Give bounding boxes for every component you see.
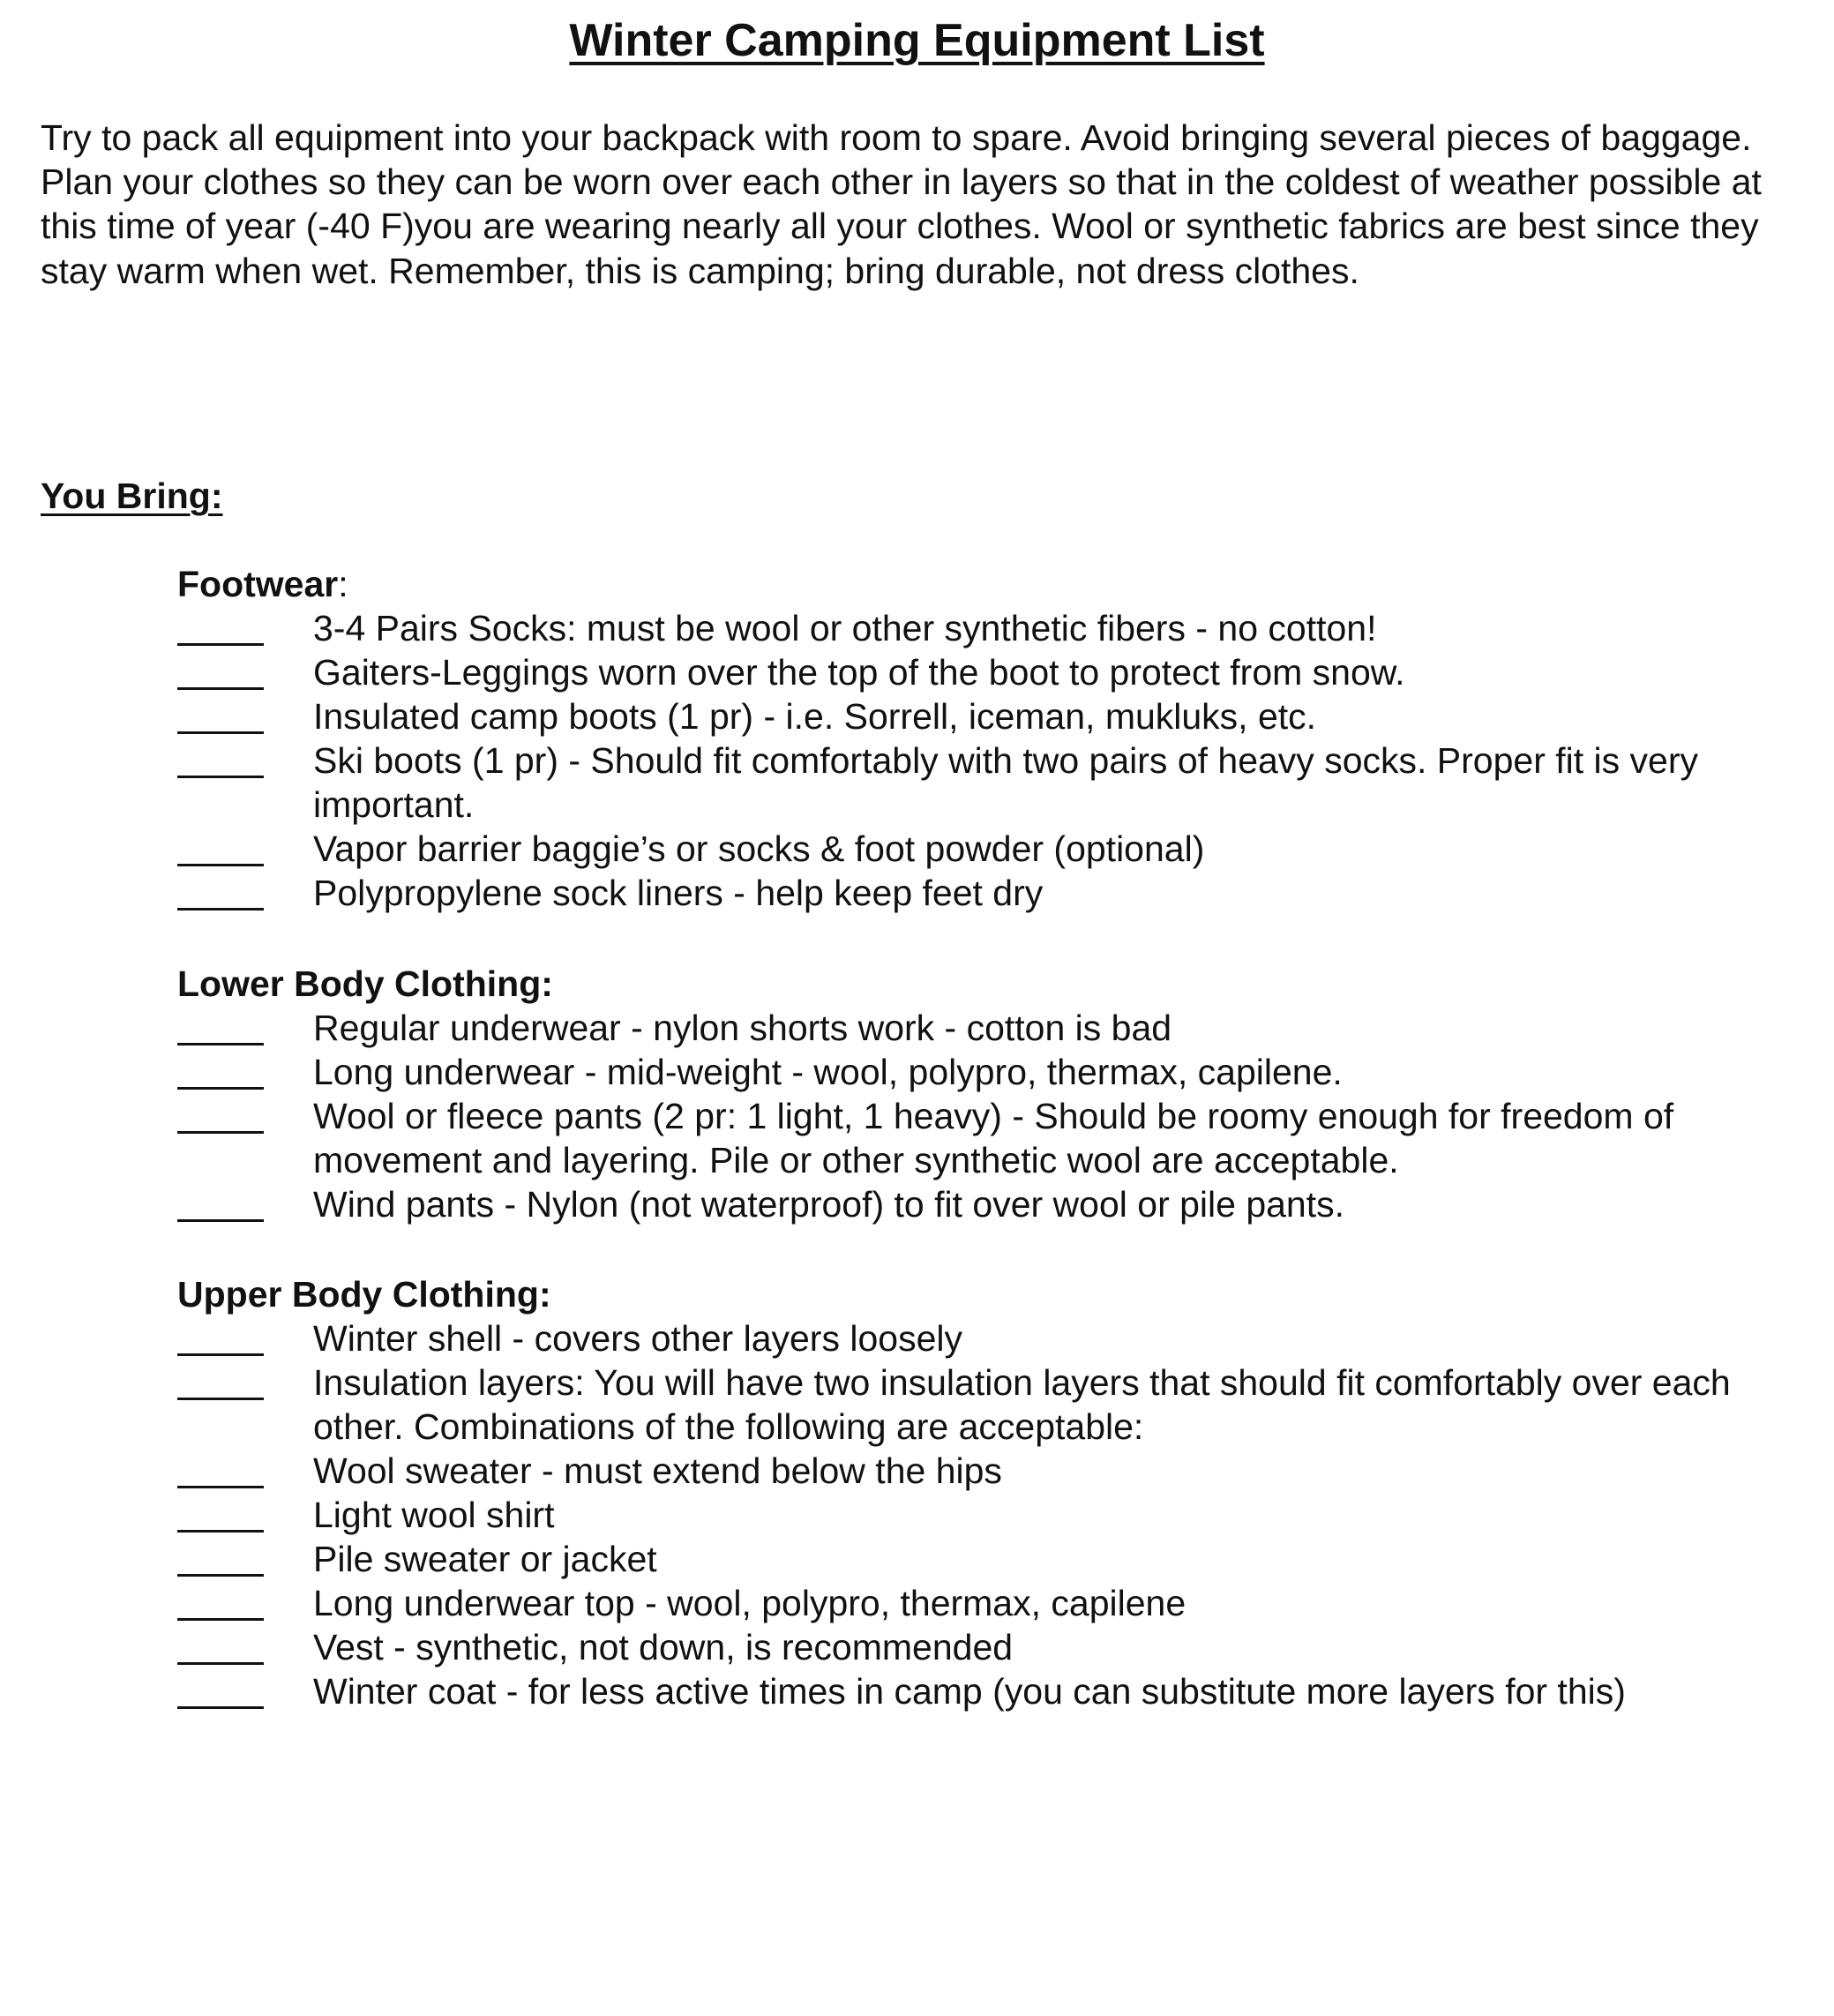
item-text: Regular underwear - nylon shorts work - cotton is bad bbox=[313, 1008, 1172, 1048]
checklist-item bbox=[177, 1050, 1818, 1094]
checkbox-blank-line[interactable] bbox=[177, 1043, 264, 1045]
checklist-item bbox=[177, 1625, 1818, 1669]
checkbox-blank-line[interactable] bbox=[177, 1618, 264, 1621]
checkbox-blank-line[interactable] bbox=[177, 1662, 264, 1665]
item-text: Insulation layers: You will have two insulation layers that should fit comfortably over each other. Combinations of the following are acceptable: bbox=[313, 1362, 1731, 1447]
checklist-item bbox=[177, 1360, 1818, 1449]
checklist-item bbox=[177, 738, 1818, 827]
item-text: Winter shell - covers other layers loosely bbox=[313, 1318, 962, 1359]
section-heading-text: Upper Body Clothing: bbox=[177, 1274, 551, 1315]
item-text: 3-4 Pairs Socks: must be wool or other synthetic fibers - no cotton! bbox=[313, 608, 1377, 648]
item-text: Wind pants - Nylon (not waterproof) to fit over wool or pile pants. bbox=[313, 1184, 1345, 1225]
checklist-item bbox=[177, 1182, 1818, 1226]
section-heading-text: Footwear bbox=[177, 564, 339, 604]
item-text: Light wool shirt bbox=[313, 1495, 555, 1535]
section-upper-body bbox=[177, 1272, 1818, 1713]
item-text: Gaiters-Leggings worn over the top of the boot to protect from snow. bbox=[313, 652, 1405, 693]
section-lower-body bbox=[177, 962, 1818, 1226]
item-text: Pile sweater or jacket bbox=[313, 1539, 657, 1579]
section-heading bbox=[177, 1272, 1818, 1316]
checkbox-blank-line[interactable] bbox=[177, 731, 264, 734]
item-text: Insulated camp boots (1 pr) - i.e. Sorrell, iceman, mukluks, etc. bbox=[313, 696, 1317, 737]
you-bring-heading: You Bring: bbox=[41, 476, 223, 516]
checkbox-blank-line[interactable] bbox=[177, 1131, 264, 1134]
checklist-item bbox=[177, 1537, 1818, 1581]
checkbox-blank-line[interactable] bbox=[177, 1087, 264, 1090]
checklist-item bbox=[177, 650, 1818, 694]
checkbox-blank-line[interactable] bbox=[177, 908, 264, 911]
checkbox-blank-line[interactable] bbox=[177, 864, 264, 866]
item-text: Ski boots (1 pr) - Should fit comfortably with two pairs of heavy socks. Proper fit is very important. bbox=[313, 740, 1698, 825]
checkbox-blank-line[interactable] bbox=[177, 776, 264, 778]
checklist-item bbox=[177, 1581, 1818, 1625]
checkbox-blank-line[interactable] bbox=[177, 1486, 264, 1488]
checklist-item bbox=[177, 1316, 1818, 1360]
checklist-item bbox=[177, 606, 1818, 650]
page-title: Winter Camping Equipment List bbox=[569, 15, 1265, 66]
checkbox-blank-line[interactable] bbox=[177, 1530, 264, 1533]
item-text: Wool sweater - must extend below the hips bbox=[313, 1450, 1002, 1491]
checklist-item bbox=[177, 1094, 1818, 1182]
item-text: Winter coat - for less active times in camp (you can substitute more layers for this) bbox=[313, 1671, 1626, 1712]
item-text: Wool or fleece pants (2 pr: 1 light, 1 heavy) - Should be roomy enough for freedom of movement and layering. Pile or other synthetic wool are acceptable. bbox=[313, 1096, 1674, 1180]
checkbox-blank-line[interactable] bbox=[177, 1574, 264, 1577]
checklist-item bbox=[177, 871, 1818, 915]
checkbox-blank-line[interactable] bbox=[177, 687, 264, 690]
section-footwear bbox=[177, 562, 1818, 915]
checklist-item bbox=[177, 1669, 1818, 1713]
intro-paragraph: Try to pack all equipment into your backpack with room to spare. Avoid bringing several pieces of baggage. Plan your clothes so they can be worn over each other in layers so that in the coldest of weather possible at this time of year (-40 F)you are wearing nearly all your clothes. Wool or synthetic fabrics are best since they stay warm when wet. Remember, this is camping; bring durable, not dress clothes. bbox=[41, 117, 1762, 291]
item-text: Long underwear - mid-weight - wool, polypro, thermax, capilene. bbox=[313, 1052, 1343, 1092]
checklist-item bbox=[177, 1493, 1818, 1537]
checkbox-blank-line[interactable] bbox=[177, 1398, 264, 1400]
item-text: Vest - synthetic, not down, is recommended bbox=[313, 1627, 1014, 1668]
section-heading bbox=[177, 962, 1818, 1006]
checklist-item bbox=[177, 1006, 1818, 1050]
section-heading-colon: : bbox=[338, 564, 348, 604]
item-text: Vapor barrier baggie’s or socks & foot powder (optional) bbox=[313, 828, 1205, 869]
checkbox-blank-line[interactable] bbox=[177, 1353, 264, 1356]
checkbox-blank-line[interactable] bbox=[177, 1706, 264, 1709]
checklist-item bbox=[177, 694, 1818, 738]
checklist-item bbox=[177, 1449, 1818, 1493]
checklist-item bbox=[177, 827, 1818, 871]
checkbox-blank-line[interactable] bbox=[177, 643, 264, 646]
section-heading bbox=[177, 562, 1818, 606]
item-text: Long underwear top - wool, polypro, thermax, capilene bbox=[313, 1583, 1186, 1623]
checkbox-blank-line[interactable] bbox=[177, 1219, 264, 1222]
section-heading-text: Lower Body Clothing: bbox=[177, 963, 553, 1004]
item-text: Polypropylene sock liners - help keep feet dry bbox=[313, 873, 1044, 913]
